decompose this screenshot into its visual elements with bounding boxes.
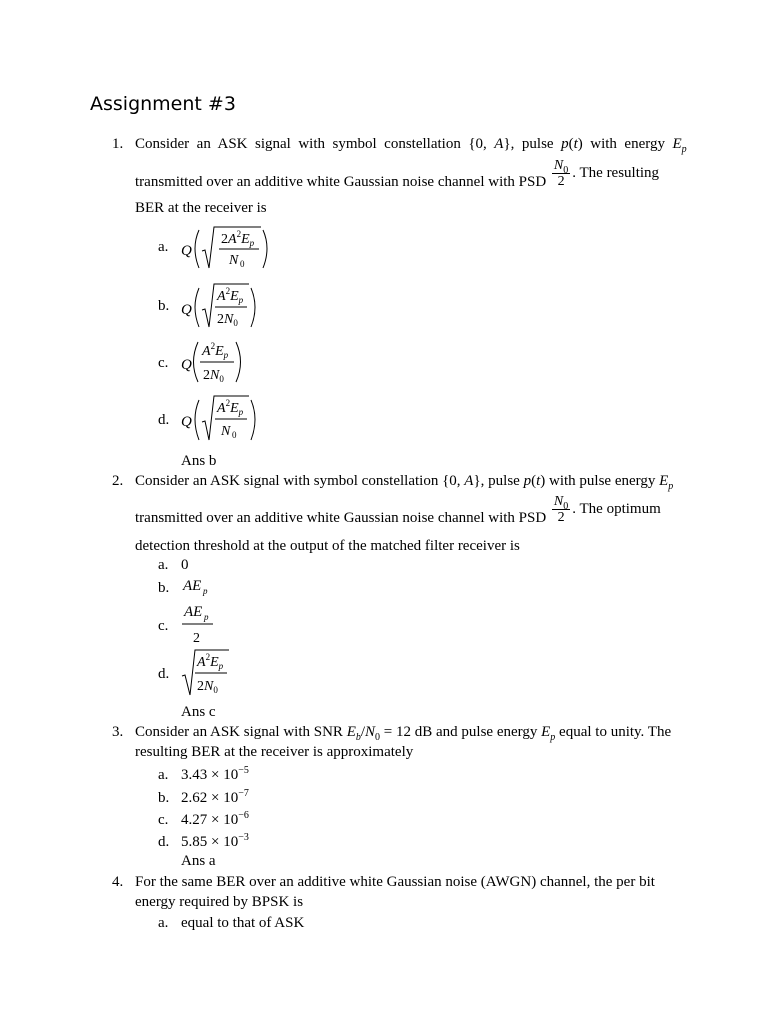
- q1-option-d-label: d.: [158, 412, 170, 428]
- q2-line3: detection threshold at the output of the matched filter receiver is: [135, 538, 520, 554]
- q2-option-d-label: d.: [158, 666, 170, 682]
- q2-option-b-label: b.: [158, 580, 170, 596]
- q3-option-c-value: $4.27 \times 10^{-6}$: [181, 810, 249, 828]
- q4-option-a-label: a.: [158, 915, 169, 931]
- svg-text:p: p: [204, 612, 209, 622]
- q3-option-d-value: $5.85 \times 10^{-3}$: [181, 832, 249, 850]
- q3-option-b-label: b.: [158, 790, 170, 806]
- page-title: Assignment #3: [90, 93, 236, 115]
- svg-text:Q: Q: [181, 414, 192, 430]
- svg-text:0: 0: [232, 430, 237, 440]
- q1-option-d-formula: [181, 393, 261, 447]
- q1-line3: BER at the receiver is: [135, 200, 267, 216]
- q2-line2: transmitted over an additive white Gaussian noise channel with PSD $\frac{N_0}{2}$ . The optimum: [135, 494, 661, 526]
- q2-option-c-formula: [181, 600, 231, 648]
- q3-option-d-label: d.: [158, 834, 170, 850]
- q3-option-a-value: $3.43 \times 10^{-5}$: [181, 765, 249, 783]
- q2-answer: Ans c: [181, 704, 216, 720]
- svg-text:N: N: [229, 253, 239, 268]
- q4-option-a-value: equal to that of ASK: [181, 915, 305, 931]
- svg-text:2: 2: [193, 631, 200, 646]
- q2-option-a-value: 0: [181, 557, 189, 573]
- svg-text:2N0: $2N_0$: [203, 368, 224, 384]
- q2-option-d-formula: [181, 647, 241, 699]
- svg-text:Q: Q: [181, 302, 192, 318]
- q3-line1: Consider an ASK signal with SNR $E_b/N_0 = 12$ dB and pulse energy $E_p$ equal to unity. The: [135, 724, 672, 743]
- svg-text:0: 0: [240, 259, 245, 269]
- svg-text:p: p: [203, 586, 208, 596]
- q2-option-c-label: c.: [158, 618, 169, 634]
- q3-line2: resulting BER at the receiver is approximately: [135, 744, 414, 760]
- q4-line2: energy required by BPSK is: [135, 894, 304, 910]
- q3-option-b-value: $2.62 \times 10^{-7}$: [181, 788, 249, 806]
- svg-text:A2Ep: $A^2E_p$: [217, 286, 244, 305]
- q1-answer: Ans b: [181, 453, 217, 469]
- q3-option-c-label: c.: [158, 812, 169, 828]
- q2-number: 2.: [112, 473, 124, 489]
- svg-text:A2Ep: $A^2E_p$: [202, 341, 229, 360]
- q4-line1: For the same BER over an additive white Gaussian noise (AWGN) channel, the per bit: [135, 874, 655, 890]
- svg-text:2N0: $2N_0$: [217, 312, 238, 328]
- q1-line1: Consider an ASK signal with symbol constellation {0, A}, pulse p(t) with energy $E_p$: [135, 136, 687, 155]
- q2-option-b-formula: [181, 574, 231, 600]
- q1-line2: transmitted over an additive white Gaussian noise channel with PSD $\frac{N_0}{2}$ . The resulting: [135, 158, 660, 190]
- q1-option-a-label: a.: [158, 239, 169, 255]
- q2-option-a-label: a.: [158, 557, 169, 573]
- q1-option-b-label: b.: [158, 298, 170, 314]
- q1-option-b-formula: [181, 281, 261, 333]
- q1-number: 1.: [112, 136, 124, 152]
- svg-text:Q: Q: [181, 243, 192, 259]
- svg-text:2A2Ep: $2A^2E_p$: [221, 229, 255, 248]
- q3-option-a-label: a.: [158, 767, 169, 783]
- q2-line1: Consider an ASK signal with symbol constellation {0, A}, pulse p(t) with pulse energy $E_p$: [135, 473, 674, 492]
- svg-text:AE: AE: [184, 604, 203, 620]
- q4-number: 4.: [112, 874, 124, 890]
- q1-option-c-label: c.: [158, 355, 169, 371]
- svg-text:A2Ep: $A^2E_p$: [217, 398, 244, 417]
- svg-text:N: N: [221, 424, 231, 439]
- svg-text:A2Ep: $A^2E_p$: [197, 652, 224, 671]
- q3-answer: Ans a: [181, 853, 216, 869]
- q3-number: 3.: [112, 724, 124, 740]
- q1-option-c-formula: [181, 338, 251, 390]
- svg-text:AE: AE: [183, 578, 202, 594]
- svg-text:Q: Q: [181, 357, 192, 373]
- svg-text:2N0: $2N_0$: [197, 679, 218, 695]
- q1-option-a-formula: [181, 224, 271, 274]
